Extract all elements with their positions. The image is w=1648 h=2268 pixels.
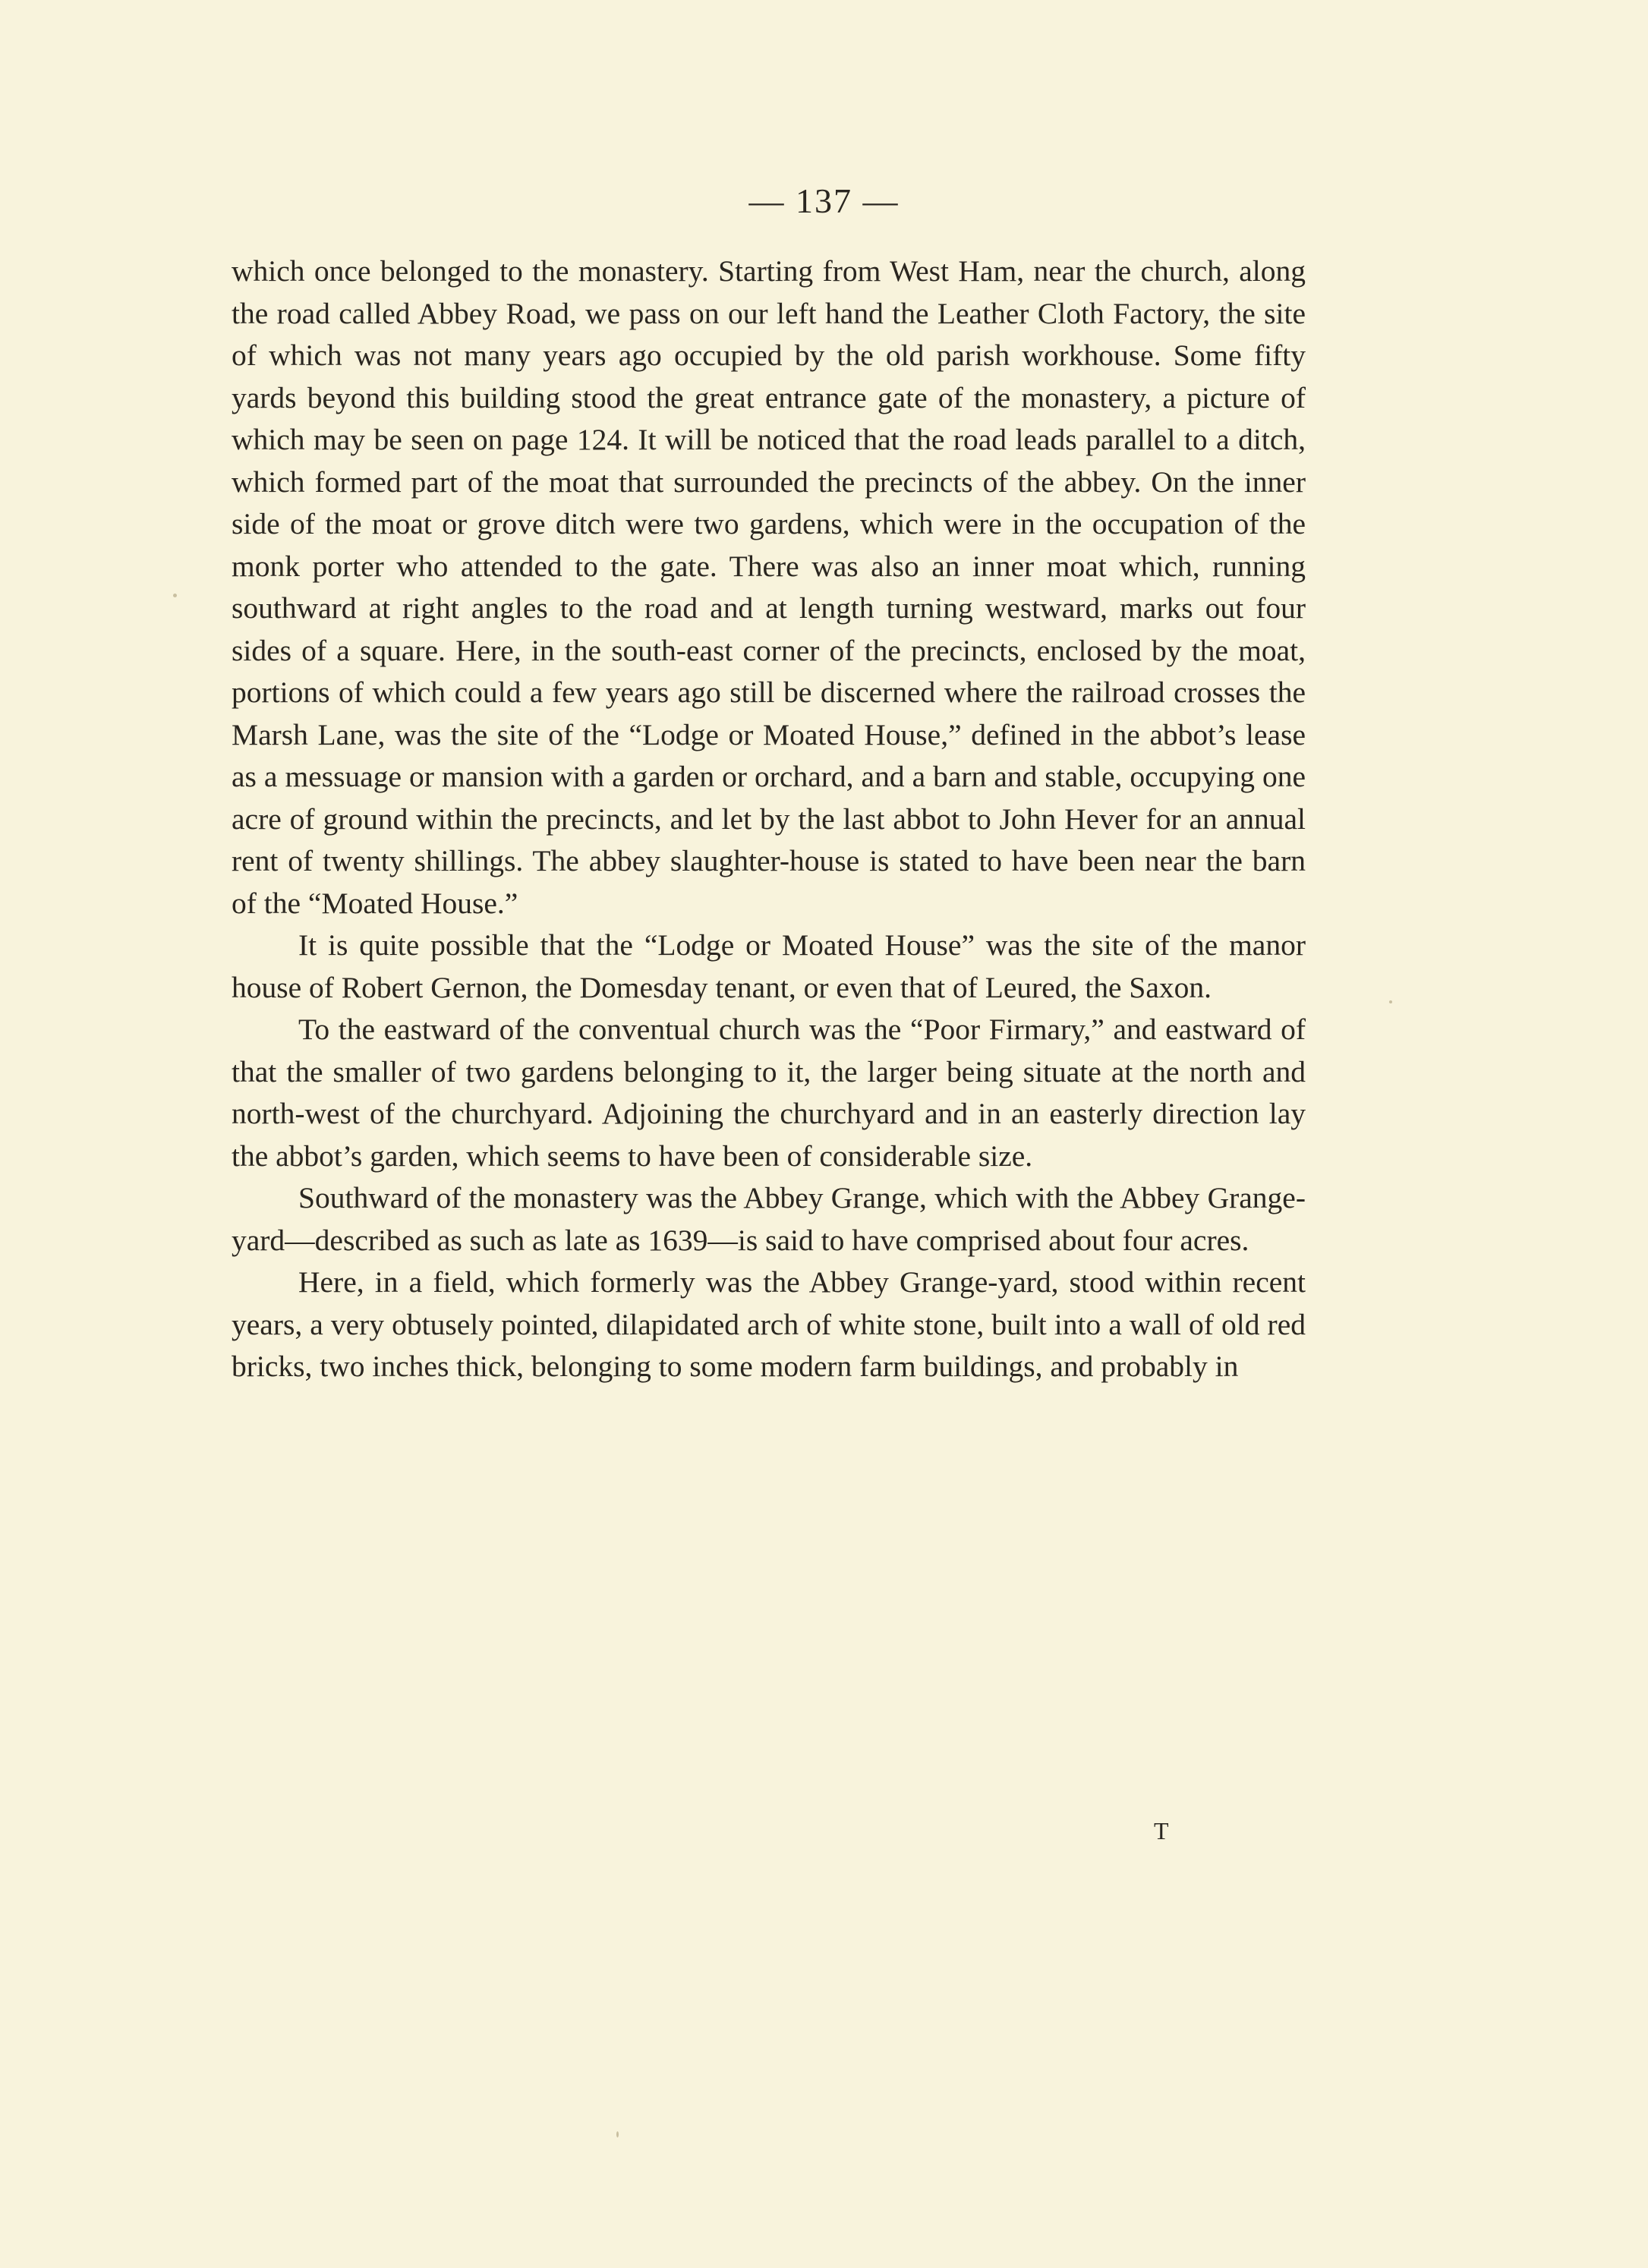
paper-speck [173, 594, 177, 597]
paragraph-5: Here, in a field, which formerly was the Abbey Grange-yard, stood within recent years, a very obtusely pointed, dilapidated arch of white stone, built into a wall of old red bricks, two inches thick, belonging to some modern farm buildings, and probably in [232, 1265, 1306, 1383]
signature-mark: T [1154, 1817, 1169, 1844]
body-text [232, 250, 1306, 1388]
paragraph-2: It is quite possible that the “Lodge or Moated House” was the site of the manor house of Robert Gernon, the Domesday tenant, or even that of Leured, the Saxon. [232, 928, 1306, 1004]
paragraph-3: To the eastward of the conventual church was the “Poor Firmary,” and eastward of that the smaller of two gardens belonging to it, the larger being situate at the north and north-west of the churchyard. Adjoining the churchyard and in an easterly direction lay the abbot’s garden, which seems to have been of considerable size. [232, 1013, 1306, 1173]
paragraph-4: Southward of the monastery was the Abbey Grange, which with the Abbey Grange-yard—described as such as late as 1639—is said to have comprised about four acres. [232, 1181, 1306, 1257]
paragraph-1: which once belonged to the monastery. Starting from West Ham, near the church, along the road called Abbey Road, we pass on our left hand the Leather Cloth Factory, the site of which was not many years ago occupied by the old parish workhouse. Some fifty yards beyond this building stood the great entrance gate of the monastery, a picture of which may be seen on page 124. It will be noticed that the road leads parallel to a ditch, which formed part of the moat that surrounded the precincts of the abbey. On the inner side of the moat or grove ditch were two gardens, which were in the occupation of the monk porter who attended to the gate. There was also an inner moat which, running southward at right angles to the road and at length turning westward, marks out four sides of a square. Here, in the south-east corner of the precincts, enclosed by the moat, portions of which could a few years ago still be discerned where the railroad crosses the Marsh Lane, was the site of the “Lodge or Moated House,” defined in the abbot’s lease as a messuage or mansion with a garden or orchard, and a barn and stable, occupying one acre of ground within the precincts, and let by the last abbot to John Hever for an annual rent of twenty shillings. The abbey slaughter-house is stated to have been near the barn of the “Moated House.” [232, 254, 1306, 920]
paper-speck [616, 2131, 619, 2137]
paper-speck [1389, 1000, 1392, 1003]
page-number: — 137 — [748, 181, 900, 220]
